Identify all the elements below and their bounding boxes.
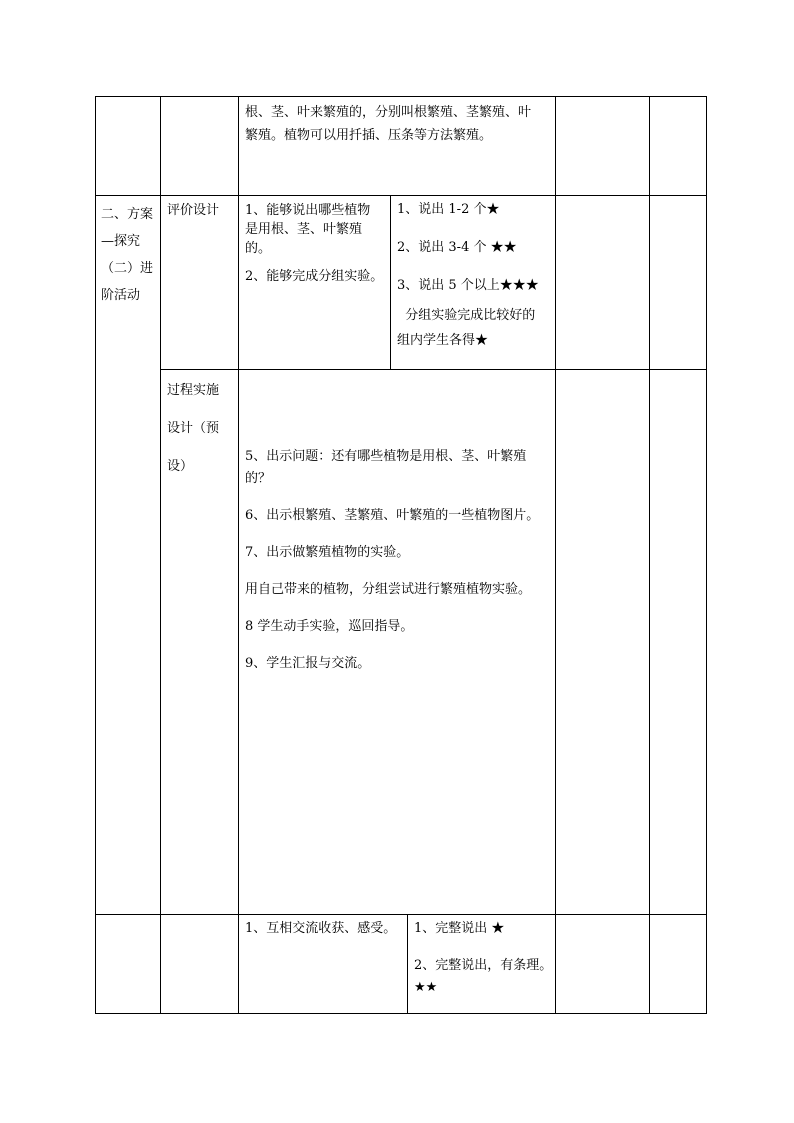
process-steps-cell <box>245 447 553 673</box>
step-line: 用自己带来的植物，分组尝试进行繁殖植物实验。 <box>245 582 532 597</box>
row-border <box>95 96 707 97</box>
column-border <box>649 96 650 1014</box>
row-border <box>95 1013 707 1014</box>
stage-line: —探究 <box>101 234 141 249</box>
summary-criteria-cell <box>245 919 405 938</box>
row-border <box>95 914 707 915</box>
eval-rubric-cell <box>397 200 553 350</box>
row-border <box>160 369 707 370</box>
summary-criteria: 1、互相交流收获、感受。 <box>245 921 397 936</box>
step-line: 6、出示根繁殖、茎繁殖、叶繁殖的一些植物图片。 <box>245 508 540 523</box>
column-border <box>95 96 96 1014</box>
rubric-line: 3、说出 5 个以上★★★ <box>397 278 539 293</box>
step-line: 8 学生动手实验，巡回指导。 <box>245 619 414 634</box>
stage-cell <box>101 201 159 309</box>
column-border <box>706 96 707 1014</box>
stage-line: 二、方案 <box>101 207 154 222</box>
column-border <box>407 914 408 1014</box>
stage-line: （二）进 <box>101 261 154 276</box>
rubric-line: 2、说出 3-4 个 ★★ <box>397 240 517 255</box>
step-line: 7、出示做繁殖植物的实验。 <box>245 545 410 560</box>
column-border <box>390 195 391 370</box>
process-label-line: 设计（预 <box>167 421 220 436</box>
step-line: 9、学生汇报与交流。 <box>245 656 371 671</box>
criteria-line: 2、能够完成分组实验。 <box>245 269 384 284</box>
rubric-line: 分组实验完成比较好的 <box>397 308 536 323</box>
stage-line: 阶活动 <box>101 288 141 303</box>
summary-rubric-line: ★★ <box>414 980 438 995</box>
criteria-line: 是用根、茎、叶繁殖的。 <box>245 222 363 256</box>
process-label-line: 过程实施 <box>167 383 220 398</box>
process-label-line: 设） <box>167 459 194 474</box>
column-border <box>238 96 239 1014</box>
column-border <box>160 96 161 1014</box>
summary-rubric-line: 2、完整说出，有条理。 <box>414 958 553 973</box>
eval-criteria-cell <box>245 201 387 286</box>
step-line: 的？ <box>245 471 272 486</box>
eval-label-cell <box>167 201 237 220</box>
row1-content-cell <box>245 101 551 147</box>
process-label-cell <box>167 372 237 486</box>
criteria-line: 1、能够说出哪些植物 <box>245 203 371 218</box>
step-line: 5、出示问题：还有哪些植物是用根、茎、叶繁殖 <box>245 449 527 464</box>
eval-label: 评价设计 <box>167 203 220 218</box>
rubric-line: 1、说出 1-2 个★ <box>397 202 500 217</box>
rubric-line: 组内学生各得★ <box>397 333 489 348</box>
row-border <box>95 195 707 196</box>
column-border <box>555 96 556 1014</box>
content-line: 根、茎、叶来繁殖的，分别叫根繁殖、茎繁殖、叶 <box>245 105 532 120</box>
content-line: 繁殖。植物可以用扦插、压条等方法繁殖。 <box>245 128 493 143</box>
summary-rubric-cell <box>414 919 554 997</box>
summary-rubric-line: 1、完整说出 ★ <box>414 921 505 936</box>
